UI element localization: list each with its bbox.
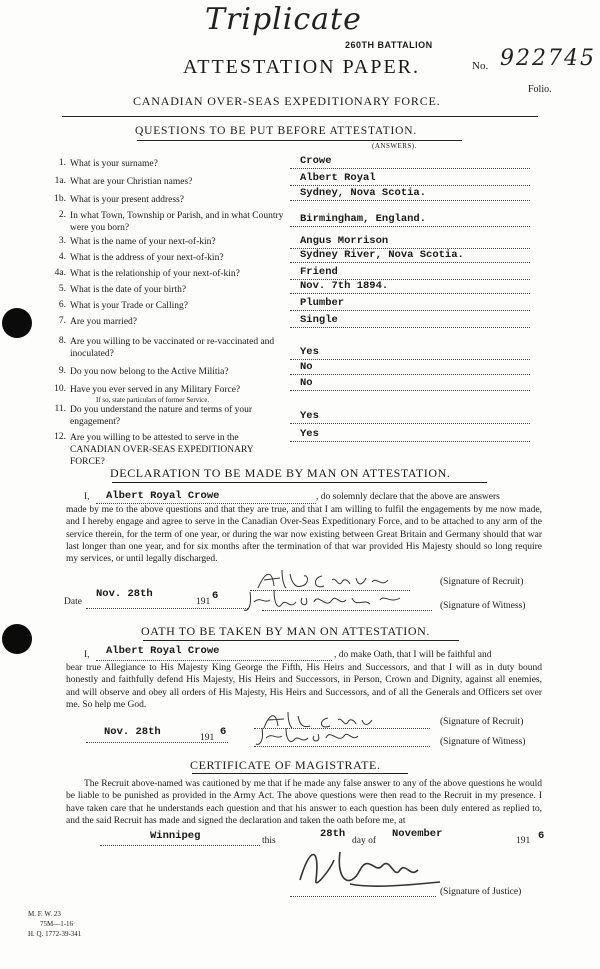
oath-date: Nov. 28th (104, 726, 161, 738)
oath-year-suffix: 6 (220, 726, 227, 738)
question-number: 4. (58, 252, 66, 262)
certificate-this-label: this (262, 836, 276, 846)
folio-label: Folio. (528, 84, 552, 95)
question-text: What is your present address? (70, 195, 184, 205)
declaration-year-suffix: 6 (212, 590, 219, 602)
oath-heading: OATH TO BE TAKEN BY MAN ON ATTESTATION. (141, 624, 431, 638)
question-number: 1b. (54, 194, 66, 204)
question-text: Are you willing to be attested to serve in the CANADIAN OVER-SEAS EXPEDITIONARY FORCE? (70, 433, 254, 467)
question-answer: Single (300, 314, 338, 326)
question-answer: Yes (300, 410, 319, 422)
question-number: 8. (58, 336, 66, 346)
question-answer: Friend (300, 266, 338, 278)
question-answer: Sydney River, Nova Scotia. (300, 249, 464, 261)
question-number: 7. (58, 316, 66, 326)
oath-text: bear true Allegiance to His Majesty King George the Fifth, His Heirs and Successors, and that I will as in duty bound honestly and faithfully defend His Majesty, His Heirs and Successors, in Person, Crown and Dignity, against all enemies, and will observe and obey all orders of His Majesty, His Heirs and Successors, and of all the Generals and Officers set over me. So help me God. (66, 663, 542, 710)
question-number: 1. (58, 158, 66, 168)
question-text: Do you now belong to the Active Militia? (70, 367, 229, 377)
question-text: Are you willing to be vaccinated or re-vaccinated and inoculated? (70, 337, 275, 359)
certificate-day: 28th (320, 828, 346, 840)
question-text: What are your Christian names? (70, 177, 193, 187)
oath-text-first: , do make Oath, that I will be faithful and (334, 650, 492, 660)
decl-sig-witness-label: (Signature of Witness) (440, 601, 526, 611)
declaration-text-first: , do solemnly declare that the above are answers (316, 492, 500, 502)
decl-sig-recruit-label: (Signature of Recruit) (440, 577, 524, 587)
declaration-year-prefix: 191 (196, 597, 211, 607)
certificate-year-suffix: 6 (538, 830, 545, 842)
punch-hole-bottom (2, 624, 32, 654)
oath-name: Albert Royal Crowe (106, 645, 220, 657)
question-number: 10. (54, 384, 66, 394)
declaration-name: Albert Royal Crowe (106, 490, 220, 502)
declaration-heading-rule (112, 482, 487, 483)
question-number: 1a. (54, 176, 66, 186)
question-number: 5. (58, 284, 66, 294)
question-answer: Yes (300, 428, 319, 440)
question-number: 3. (58, 236, 66, 246)
question-number: 2. (58, 210, 66, 220)
declaration-text: made by me to the above questions and that they are true, and that I am willing to fulfil the engagements by me now made, and I hereby engage and agree to serve in the Canadian Over-Seas Expeditionary Force, and to be attached to any arm of the service therein, for the term of one year, or during the war now existing between Great Britain and Germany should that war last longer than one year, and for six months after the termination of that war provided His Majesty should so long require my services, or until legally discharged. (66, 505, 542, 565)
page-title: ATTESTATION PAPER. (183, 56, 421, 78)
declaration-date: Nov. 28th (96, 588, 153, 600)
question-number: 12. (54, 432, 66, 442)
question-answer: Nov. 7th 1894. (300, 280, 389, 292)
question-text: What is your surname? (70, 159, 158, 169)
certificate-month: November (392, 828, 443, 840)
question-text: What is the relationship of your next-of-kin? (70, 269, 240, 279)
oath-heading-rule (143, 640, 459, 641)
handwritten-title: Triplicate (205, 2, 362, 37)
oath-year-prefix: 191 (200, 733, 215, 743)
justice-signature (290, 840, 460, 896)
certificate-day-of-label: day of (352, 836, 377, 846)
question-number: 11. (54, 404, 66, 414)
declaration-date-label: Date (64, 597, 82, 607)
question-answer: Birmingham, England. (300, 213, 427, 225)
battalion-stamp: 260TH BATTALION (345, 40, 433, 50)
question-number: 9. (58, 366, 66, 376)
question-answer: No (300, 377, 313, 389)
question-text: What is the name of your next-of-kin? (70, 237, 216, 247)
question-answer: Yes (300, 346, 319, 358)
footer-form-number: M. F. W. 23 (28, 910, 61, 918)
oath-sig-recruit-label: (Signature of Recruit) (440, 717, 524, 727)
witness-signature-1 (240, 584, 440, 618)
punch-hole-top (2, 308, 32, 338)
questions-heading: QUESTIONS TO BE PUT BEFORE ATTESTATION. (135, 125, 418, 137)
question-note: If so, state particulars of former Service. (96, 396, 210, 404)
question-text: What is the address of your next-of-kin? (70, 253, 224, 263)
force-title: CANADIAN OVER-SEAS EXPEDITIONARY FORCE. (133, 94, 441, 108)
question-answer: Angus Morrison (300, 235, 389, 247)
question-answer: Sydney, Nova Scotia. (300, 187, 427, 199)
certificate-place: Winnipeg (150, 830, 201, 842)
question-answer: Crowe (300, 155, 332, 167)
question-text: What is the date of your birth? (70, 285, 187, 295)
question-text: Do you understand the nature and terms of your engagement? (70, 405, 253, 427)
question-number: 4a. (54, 268, 66, 278)
header-rule (62, 116, 538, 117)
declaration-intro: I, (84, 492, 90, 502)
certificate-heading-rule (192, 773, 408, 774)
question-text: What is your Trade or Calling? (70, 301, 188, 311)
question-answer: No (300, 361, 313, 373)
footer-hq-number: H. Q. 1772-39-341 (28, 930, 82, 938)
question-text: Have you ever served in any Military Force? (70, 385, 241, 395)
answers-label: (ANSWERS). (372, 142, 417, 150)
certificate-text: The Recruit above-named was cautioned by me that if he made any false answer to any of the above questions he would be liable to be punished as provided in the Army Act. The above questions were then read to the Recruit in my presence. I have taken care that he understands each question and that his answer to each question has been duly entered as replied to, and the said Recruit has made and signed the declaration and taken the oath before me, at (66, 779, 542, 826)
footer-print-run: 75M—1-16 (40, 920, 74, 928)
question-answer: Plumber (300, 297, 345, 309)
question-number: 6. (58, 300, 66, 310)
question-text: Are you married? (70, 317, 137, 327)
certificate-heading: CERTIFICATE OF MAGISTRATE. (190, 758, 381, 772)
certificate-year-prefix: 191 (516, 836, 531, 846)
regimental-number: 922745 (500, 46, 596, 71)
questions-heading-rule (137, 140, 462, 141)
oath-intro: I, (84, 650, 90, 660)
question-answer: Albert Royal (300, 172, 376, 184)
number-label: No. (472, 60, 489, 72)
certificate-sig-justice-label: (Signature of Justice) (440, 887, 522, 897)
question-text: In what Town, Township or Parish, and in what Country were you born? (70, 211, 284, 233)
declaration-heading: DECLARATION TO BE MADE BY MAN ON ATTESTATION. (110, 466, 451, 480)
oath-sig-witness-label: (Signature of Witness) (440, 737, 526, 747)
